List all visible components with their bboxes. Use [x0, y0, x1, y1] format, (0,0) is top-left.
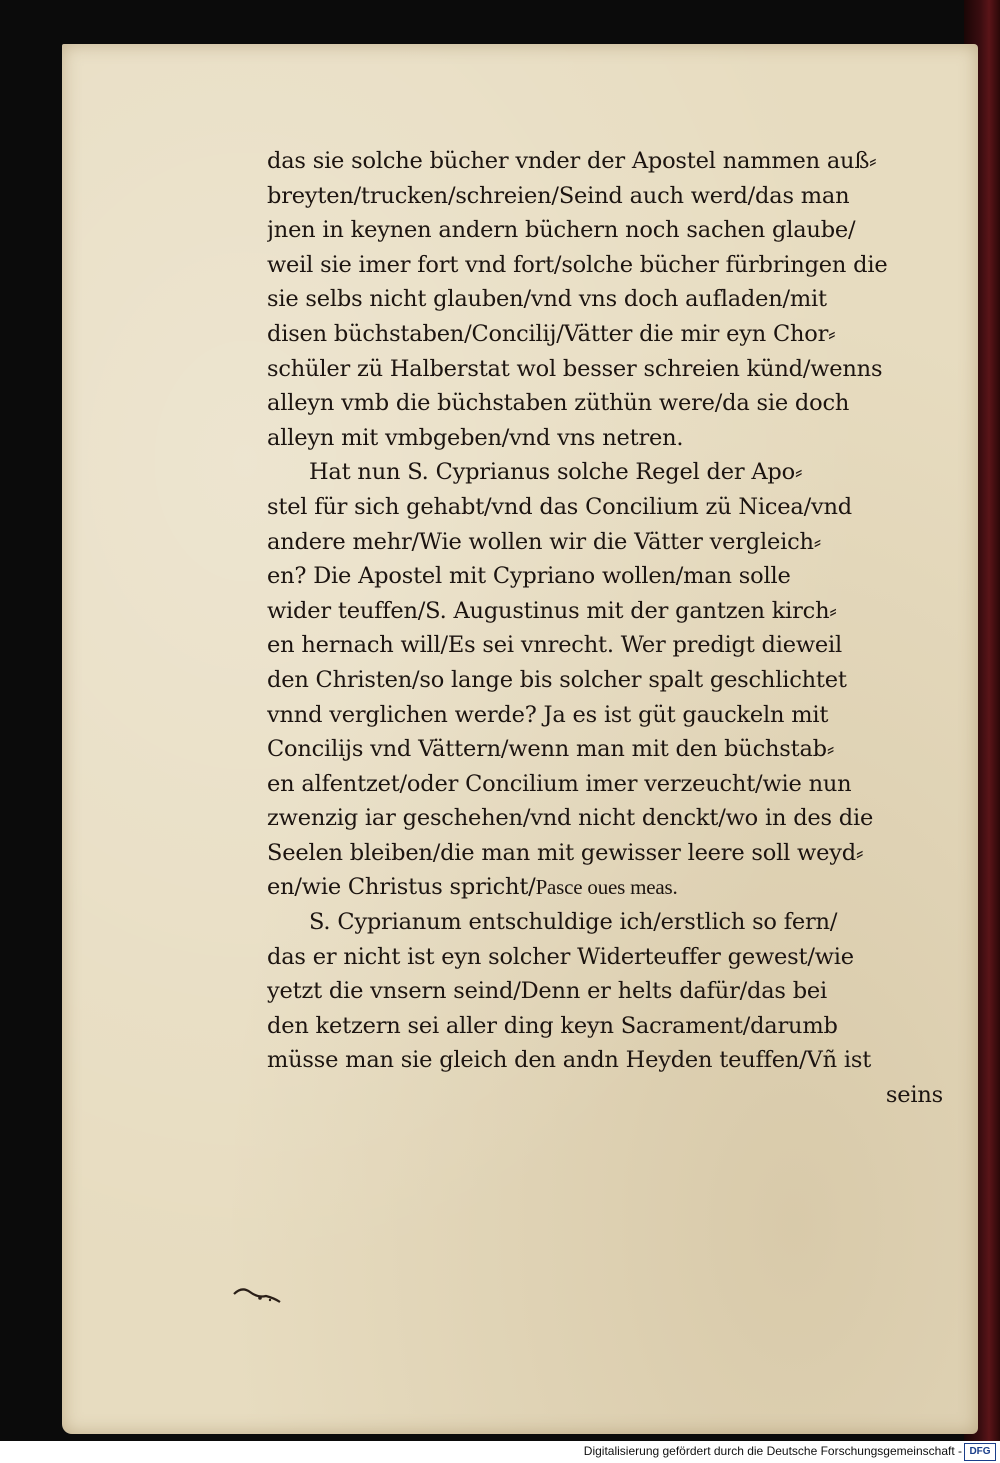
text-line: den Christen/so lange bis solcher spalt geschlichtet	[267, 666, 847, 693]
text-line: wider teuffen/S. Augustinus mit der gantzen kirch⸗	[267, 597, 837, 624]
text-line: yetzt die vnsern seind/Denn er helts dafür/das bei	[267, 978, 828, 1005]
dfg-logo: DFG	[964, 1443, 996, 1461]
funding-credit: Digitalisierung gefördert durch die Deutsche Forschungsgemeinschaft -	[583, 1444, 962, 1458]
paragraph-start: S. Cyprianum entschuldige ich/erstlich so fern/	[309, 909, 838, 936]
text-line: vnnd verglichen werde? Ja es ist güt gauckeln mit	[267, 701, 829, 728]
text-line: alleyn vmb die büchstaben züthün were/da sie doch	[267, 390, 850, 417]
text-line: en hernach will/Es sei vnrecht. Wer predigt dieweil	[267, 632, 843, 659]
text-line: stel für sich gehabt/vnd das Concilium zü Nicea/vnd	[267, 493, 853, 520]
text-line: disen büchstaben/Concilij/Vätter die mir eyn Chor⸗	[267, 320, 836, 347]
text-line: en? Die Apostel mit Cypriano wollen/man solle	[267, 563, 791, 590]
footer-bar	[0, 1441, 1000, 1463]
text-line: das er nicht ist eyn solcher Widerteuffer gewest/wie	[267, 943, 854, 970]
text-line: Seelen bleiben/die man mit gewisser leere soll weyd⸗	[267, 839, 864, 866]
text-line: das sie solche bücher vnder der Apostel nammen auß⸗	[267, 148, 877, 174]
text-line: sie selbs nicht glauben/vnd vns doch aufladen/mit	[267, 286, 827, 313]
latin-quote: Pasce oues meas.	[535, 875, 678, 900]
text-line: weil sie imer fort vnd fort/solche bücher fürbringen die	[267, 251, 888, 278]
book-page	[62, 44, 978, 1434]
ink-smudge	[230, 1276, 284, 1306]
text-line: andere mehr/Wie wollen wir die Vätter vergleich⸗	[267, 528, 822, 555]
text-line: en alfentzet/oder Concilium imer verzeucht/wie nun	[267, 770, 852, 797]
text-line: den ketzern sei aller ding keyn Sacrament/darumb	[267, 1012, 838, 1039]
text-line: müsse man sie gleich den andn Heyden teuffen/Vñ ist	[267, 1047, 872, 1074]
text-line: zwenzig iar geschehen/vnd nicht denckt/wo in des die	[267, 805, 874, 832]
text-line: jnen in keynen andern büchern noch sachen glaube/	[267, 217, 856, 244]
text-line: breyten/trucken/schreien/Seind auch werd/das man	[267, 182, 850, 209]
text-line: schüler zü Halberstat wol besser schreien künd/wenns	[267, 355, 883, 382]
text-line	[267, 870, 947, 905]
text-line: Concilijs vnd Vättern/wenn man mit den büchstab⸗	[267, 736, 835, 763]
paragraph-start: Hat nun S. Cyprianus solche Regel der Apo⸗	[309, 459, 803, 486]
text-line-part: en/wie Christus spricht/	[267, 874, 536, 901]
catchword: seins	[885, 1082, 943, 1109]
page-text	[267, 144, 947, 1113]
text-line: alleyn mit vmbgeben/vnd vns netren.	[267, 424, 684, 451]
